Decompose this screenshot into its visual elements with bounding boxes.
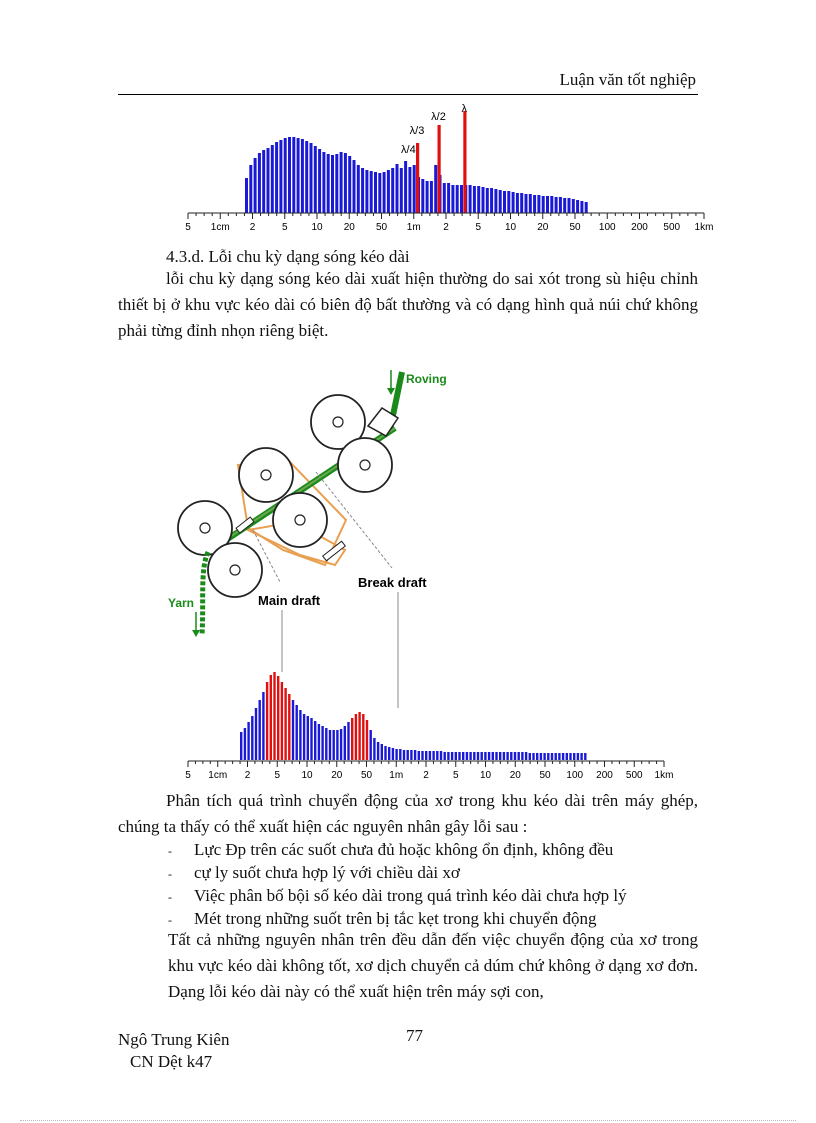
break-draft-label: Break draft bbox=[358, 575, 427, 590]
bar bbox=[378, 173, 381, 213]
bar bbox=[525, 194, 528, 213]
bar bbox=[518, 752, 520, 760]
bar bbox=[551, 753, 553, 760]
bar bbox=[569, 753, 571, 760]
bar bbox=[408, 167, 411, 213]
bar bbox=[447, 752, 449, 760]
bar bbox=[444, 752, 446, 760]
bar bbox=[347, 722, 349, 760]
bar-highlight bbox=[463, 111, 466, 213]
section-heading: 4.3.d. Lỗi chu kỳ dạng sóng kéo dài bbox=[166, 247, 410, 266]
bar bbox=[321, 726, 323, 760]
bar bbox=[303, 714, 305, 760]
bar bbox=[490, 188, 493, 213]
bar bbox=[396, 164, 399, 213]
bar bbox=[370, 730, 372, 760]
bar bbox=[333, 730, 335, 760]
bar bbox=[426, 181, 429, 213]
bar bbox=[451, 185, 454, 213]
tick-label: 100 bbox=[566, 770, 584, 781]
bar bbox=[536, 753, 538, 760]
bar bbox=[488, 752, 490, 760]
bar bbox=[421, 751, 423, 760]
bar bbox=[288, 137, 291, 213]
bar bbox=[301, 139, 304, 213]
bar bbox=[244, 728, 246, 760]
bar bbox=[477, 186, 480, 213]
bar bbox=[361, 168, 364, 213]
bar bbox=[555, 197, 558, 213]
annotation-label: λ/4 bbox=[401, 144, 416, 156]
bar bbox=[310, 143, 313, 213]
bar bbox=[314, 146, 317, 213]
bar bbox=[296, 705, 298, 760]
bar bbox=[318, 149, 321, 213]
bar-highlight bbox=[366, 720, 368, 760]
bar bbox=[482, 187, 485, 213]
bar bbox=[540, 753, 542, 760]
tick-label: 50 bbox=[375, 222, 388, 233]
bar bbox=[520, 193, 523, 213]
bar-highlight bbox=[266, 682, 268, 760]
bar bbox=[404, 161, 407, 213]
bar bbox=[391, 168, 394, 213]
bar bbox=[400, 168, 403, 213]
bar bbox=[329, 730, 331, 760]
footer-author: Ngô Trung Kiên bbox=[118, 1030, 230, 1049]
tick-label: 2 bbox=[244, 770, 251, 781]
bar bbox=[297, 138, 300, 213]
tick-label: 10 bbox=[504, 222, 517, 233]
bar bbox=[580, 753, 582, 760]
bar bbox=[254, 158, 257, 213]
bar bbox=[563, 198, 566, 213]
bar bbox=[521, 752, 523, 760]
bar bbox=[262, 150, 265, 213]
tick-label: 50 bbox=[569, 222, 581, 233]
bottom-border bbox=[20, 1120, 796, 1121]
tick-label: 1km bbox=[654, 770, 674, 781]
header-rule bbox=[118, 94, 698, 95]
drafting-diagram bbox=[160, 360, 470, 650]
bar bbox=[492, 752, 494, 760]
bar bbox=[344, 153, 347, 213]
bar bbox=[499, 752, 501, 760]
bar bbox=[477, 752, 479, 760]
bar bbox=[377, 742, 379, 760]
bar bbox=[322, 152, 325, 213]
bar bbox=[566, 753, 568, 760]
annotation-label: λ/2 bbox=[431, 111, 446, 123]
tick-label: 2 bbox=[249, 222, 256, 233]
bar bbox=[418, 751, 420, 760]
list-item: ‐ Mét trong những suốt trên bị tắc kẹt trong khi chuyển động bbox=[168, 907, 627, 930]
bar bbox=[384, 746, 386, 760]
spectrogram-top bbox=[180, 98, 714, 240]
tick-label: 2 bbox=[443, 222, 449, 233]
yarn-strand bbox=[202, 552, 208, 635]
bar bbox=[340, 729, 342, 760]
bar bbox=[325, 728, 327, 760]
bar bbox=[525, 752, 527, 760]
bar bbox=[344, 726, 346, 760]
tick-label: 50 bbox=[539, 770, 551, 781]
bar bbox=[348, 156, 351, 213]
bar-highlight bbox=[281, 682, 283, 760]
bar bbox=[542, 196, 545, 213]
tick-label: 5 bbox=[274, 770, 281, 781]
bar bbox=[410, 750, 412, 760]
bar bbox=[458, 752, 460, 760]
bar bbox=[388, 747, 390, 760]
yarn-label: Yarn bbox=[168, 596, 195, 610]
bar bbox=[455, 752, 457, 760]
bar bbox=[413, 165, 416, 213]
bar bbox=[562, 753, 564, 760]
tick-label: 1m bbox=[406, 222, 421, 233]
tick-label: 10 bbox=[311, 222, 323, 233]
bar bbox=[307, 716, 309, 760]
bar bbox=[374, 172, 377, 213]
bar bbox=[447, 183, 450, 213]
list-item: ‐ Lực Đp trên các suốt chưa đủ hoặc không ổn định, không đều bbox=[168, 838, 627, 861]
bar bbox=[353, 160, 356, 213]
bar-highlight bbox=[288, 694, 290, 760]
list-item: ‐ Việc phân bố bội số kéo dài trong quá trình kéo dài chưa hợp lý bbox=[168, 884, 627, 907]
bar bbox=[584, 753, 586, 760]
bar bbox=[240, 732, 242, 760]
bar bbox=[258, 153, 261, 213]
tick-label: 50 bbox=[360, 770, 373, 781]
section-paragraph: lỗi chu kỳ dạng sóng kéo dài xuất hiện thường do sai xót trong sù hiệu chỉnh thiết bị ở khu vực kéo dài có biên độ bất thường và có dạng hình quả núi chứ không phải từng đỉnh nhọn riêng biệt. bbox=[118, 269, 698, 340]
header-title: Luận văn tốt nghiệp bbox=[559, 70, 696, 89]
bar bbox=[462, 752, 464, 760]
tick-label: 200 bbox=[631, 222, 648, 233]
bar bbox=[510, 752, 512, 760]
tick-label: 1cm bbox=[210, 222, 230, 233]
bar-highlight bbox=[284, 688, 286, 760]
bar bbox=[259, 700, 261, 760]
list-item: ‐ cự ly suốt chưa hợp lý với chiều dài xơ bbox=[168, 861, 627, 884]
tick-label: 5 bbox=[452, 770, 459, 781]
page-number: 77 bbox=[406, 1026, 423, 1045]
bar bbox=[568, 198, 571, 213]
bar bbox=[434, 165, 437, 213]
bar bbox=[547, 753, 549, 760]
tick-label: 10 bbox=[301, 770, 313, 781]
bar bbox=[494, 189, 497, 213]
bar-highlight bbox=[355, 714, 357, 760]
bar bbox=[550, 196, 553, 213]
causes-list bbox=[168, 838, 627, 930]
tick-label: 5 bbox=[281, 222, 288, 233]
bar bbox=[403, 750, 405, 760]
bar bbox=[357, 165, 360, 213]
bar bbox=[383, 172, 386, 213]
bar bbox=[279, 140, 282, 213]
annotation-label: λ bbox=[461, 103, 468, 115]
tick-label: 20 bbox=[331, 770, 343, 781]
bar bbox=[572, 199, 575, 213]
bar bbox=[451, 752, 453, 760]
bar bbox=[267, 148, 270, 213]
tick-label: 500 bbox=[625, 770, 643, 781]
bar bbox=[473, 186, 476, 213]
bar bbox=[486, 188, 489, 213]
bar bbox=[460, 185, 463, 213]
bar bbox=[430, 181, 433, 213]
causes-intro: Phân tích quá trình chuyển động của xơ trong khu kéo dài trên máy ghép, chúng ta thấy có thể xuất hiện các nguyên nhân gây lỗi sau : bbox=[118, 791, 698, 836]
bar-highlight bbox=[362, 714, 364, 760]
tick-label: 20 bbox=[509, 770, 521, 781]
bar bbox=[456, 185, 459, 213]
causes-conclusion: Tất cả những nguyên nhân trên đều dẫn đến việc chuyển động của xơ trong khu vực kéo dài không tốt, xơ dịch chuyển cả dúm chứ không ở dạng xơ đơn. Dạng lỗi kéo dài này có thể xuất hiện trên máy sợi con, bbox=[168, 930, 698, 1001]
bar bbox=[251, 716, 253, 760]
bar bbox=[443, 183, 446, 213]
bar bbox=[331, 155, 334, 213]
bar bbox=[529, 194, 532, 213]
tick-label: 100 bbox=[598, 222, 616, 233]
bar bbox=[395, 749, 397, 760]
bar bbox=[543, 753, 545, 760]
bar bbox=[399, 749, 401, 760]
bar bbox=[585, 202, 588, 213]
bar bbox=[335, 154, 338, 213]
bar bbox=[573, 753, 575, 760]
bar bbox=[387, 170, 390, 213]
tick-label: 2 bbox=[423, 770, 429, 781]
tick-label: 20 bbox=[537, 222, 549, 233]
footer-class: CN Dệt k47 bbox=[130, 1052, 213, 1071]
bar bbox=[381, 744, 383, 760]
bar bbox=[436, 751, 438, 760]
bar bbox=[292, 700, 294, 760]
bar bbox=[271, 145, 274, 213]
bar bbox=[506, 752, 508, 760]
bar bbox=[392, 748, 394, 760]
bar bbox=[327, 154, 330, 213]
bar bbox=[310, 718, 312, 760]
bar bbox=[340, 152, 343, 213]
tick-label: 1km bbox=[694, 222, 714, 233]
roving-arrowhead-icon bbox=[387, 388, 395, 395]
bar bbox=[373, 738, 375, 760]
bar bbox=[532, 753, 534, 760]
bar-highlight bbox=[277, 676, 279, 760]
bar bbox=[299, 710, 301, 760]
bar bbox=[305, 141, 308, 213]
bar bbox=[580, 201, 583, 213]
bar bbox=[512, 192, 515, 213]
tick-label: 20 bbox=[343, 222, 355, 233]
bar bbox=[484, 752, 486, 760]
bar bbox=[495, 752, 497, 760]
tick-label: 5 bbox=[475, 222, 482, 233]
bar bbox=[407, 750, 409, 760]
bar bbox=[249, 165, 252, 213]
bar bbox=[262, 692, 264, 760]
bar bbox=[481, 752, 483, 760]
bar bbox=[245, 178, 248, 213]
bar bbox=[516, 193, 519, 213]
bar-highlight bbox=[273, 672, 275, 760]
bar bbox=[499, 190, 502, 213]
bar-highlight bbox=[438, 125, 441, 213]
bar bbox=[421, 179, 424, 213]
tick-label: 5 bbox=[185, 770, 191, 781]
bar bbox=[503, 752, 505, 760]
bar bbox=[275, 142, 278, 213]
main-draft-label: Main draft bbox=[258, 593, 321, 608]
annotation-label: λ/3 bbox=[409, 125, 425, 137]
bar bbox=[425, 751, 427, 760]
bar bbox=[558, 753, 560, 760]
bar bbox=[414, 750, 416, 760]
bar bbox=[533, 195, 536, 213]
bar-highlight bbox=[416, 143, 419, 213]
bar bbox=[555, 753, 557, 760]
bar bbox=[503, 191, 506, 213]
bar bbox=[247, 722, 249, 760]
bar bbox=[318, 724, 320, 760]
tick-label: 500 bbox=[663, 222, 681, 233]
bar bbox=[429, 751, 431, 760]
bar bbox=[284, 138, 287, 213]
roving-label: Roving bbox=[406, 372, 447, 386]
tick-label: 5 bbox=[185, 222, 191, 233]
bar bbox=[559, 197, 562, 213]
bar bbox=[537, 195, 540, 213]
tick-label: 200 bbox=[596, 770, 613, 781]
bar bbox=[576, 200, 579, 213]
bar-highlight bbox=[270, 675, 272, 760]
bar bbox=[466, 752, 468, 760]
tick-label: 10 bbox=[479, 770, 492, 781]
bar bbox=[336, 730, 338, 760]
bar bbox=[514, 752, 516, 760]
bar bbox=[370, 171, 373, 213]
bar bbox=[469, 752, 471, 760]
spectrogram-bottom bbox=[180, 650, 674, 782]
bar bbox=[365, 170, 368, 213]
bar bbox=[469, 185, 472, 213]
bar bbox=[529, 753, 531, 760]
bar bbox=[577, 753, 579, 760]
yarn-arrowhead-icon bbox=[192, 630, 200, 637]
tick-label: 1m bbox=[389, 770, 404, 781]
roving-strand bbox=[392, 372, 402, 420]
bar bbox=[473, 752, 475, 760]
bar bbox=[255, 708, 257, 760]
bar bbox=[432, 751, 434, 760]
bar bbox=[440, 751, 442, 760]
tick-label: 1cm bbox=[208, 770, 228, 781]
bar-highlight bbox=[351, 718, 353, 760]
bar bbox=[292, 137, 295, 213]
bar bbox=[314, 721, 316, 760]
bar bbox=[507, 191, 510, 213]
bar-highlight bbox=[358, 712, 360, 760]
bar bbox=[546, 196, 549, 213]
